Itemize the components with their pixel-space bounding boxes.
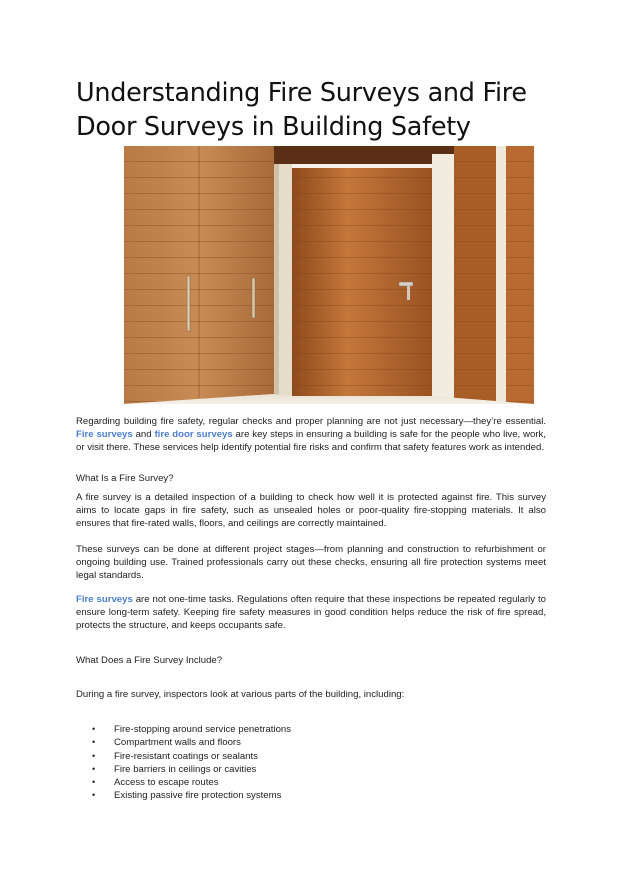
- list-item: [92, 776, 291, 789]
- hero-image-wooden-door: [124, 146, 534, 404]
- bullet-icon: •: [92, 750, 96, 761]
- intro-text: and: [132, 429, 155, 440]
- fire-surveys-link[interactable]: Fire surveys: [76, 429, 133, 440]
- section-heading-what-is: What Is a Fire Survey?: [76, 473, 174, 484]
- list-item-text: Fire-stopping around service penetrations: [114, 724, 292, 735]
- paragraph: [76, 593, 546, 632]
- list-item: [92, 750, 291, 763]
- list-item-text: Fire barriers in ceilings or cavities: [114, 763, 257, 775]
- list-item-text: Existing passive fire protection systems: [114, 790, 282, 802]
- list-item-text: Compartment walls and floors: [114, 737, 241, 749]
- bullet-icon: •: [92, 724, 96, 734]
- list-item-text: Access to escape routes: [114, 777, 219, 789]
- intro-text: are key steps in ensuring a building is safe for the people who live, work, or visit there. These services help identify potential fire risks and confirm that safety features work as intended.: [76, 429, 546, 453]
- bullet-icon: •: [92, 737, 96, 748]
- fire-surveys-link[interactable]: Fire surveys: [76, 594, 133, 605]
- paragraph-text: are not one-time tasks. Regulations often require that these inspections be repeated regularly to ensure long-term safety. Keeping fire safety measures in good condition helps reduce the risk of fire spread, protects the structure, and keeps occupants safe.: [76, 594, 546, 631]
- list-item: [92, 763, 291, 776]
- paragraph: A fire survey is a detailed inspection of a building to check how well it is protected against fire. This survey aims to locate gaps in fire safety, such as unsealed holes or poor-quality fire-stopping materials. It also ensures that fire-rated walls, floors, and ceilings are correctly maintained.: [76, 492, 546, 529]
- list-item-text: Fire-resistant coatings or sealants: [114, 750, 258, 762]
- inspection-items-list: [92, 723, 291, 803]
- list-item: [92, 723, 291, 736]
- intro-paragraph: [76, 415, 546, 454]
- page-title: Understanding Fire Surveys and Fire Door Surveys in Building Safety: [76, 78, 527, 142]
- list-item: [92, 736, 291, 749]
- paragraph: These surveys can be done at different project stages—from planning and construction to refurbishment or ongoing building use. Trained professionals carry out these checks, ensuring all fire protection systems meet legal standards.: [76, 544, 546, 581]
- intro-text: Regarding building fire safety, regular checks and proper planning are not just necessary—they’re essential.: [76, 416, 546, 427]
- list-item: [92, 789, 291, 802]
- section-heading-what-includes: What Does a Fire Survey Include?: [76, 655, 223, 666]
- bullet-icon: •: [92, 790, 96, 801]
- bullet-icon: •: [92, 777, 96, 788]
- list-lead: During a fire survey, inspectors look at various parts of the building, including:: [76, 689, 405, 700]
- fire-door-surveys-link[interactable]: fire door surveys: [154, 429, 233, 440]
- bullet-icon: •: [92, 763, 96, 774]
